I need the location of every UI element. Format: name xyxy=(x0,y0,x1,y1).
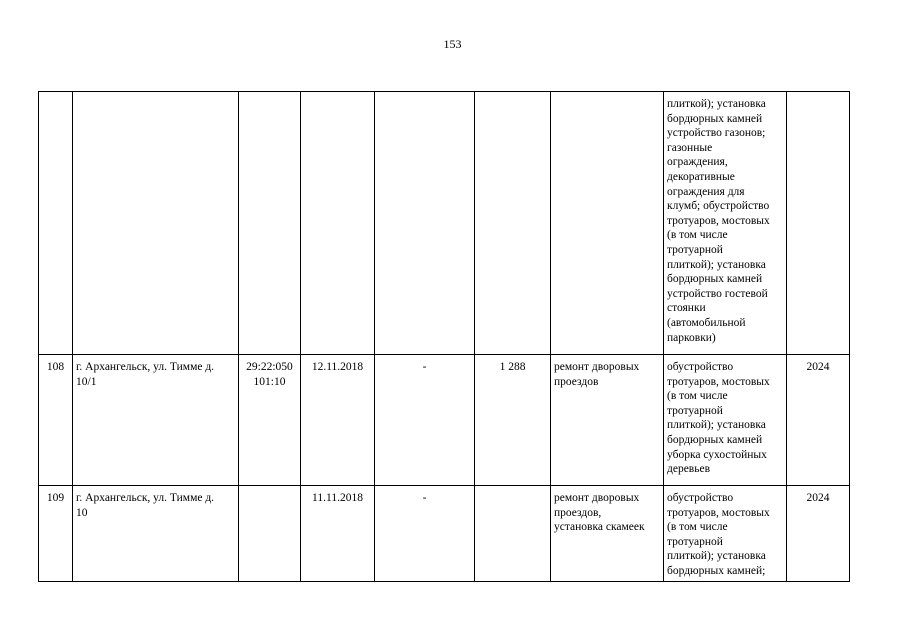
cadastral-number-cell: 29:22:050 101:10 xyxy=(239,355,301,486)
row-number-cell: 108 xyxy=(39,355,73,486)
table-row xyxy=(39,92,850,355)
work-type-cell: ремонт дворовых проездов xyxy=(551,355,664,486)
address-cell: г. Архангельск, ул. Тимме д. 10/1 xyxy=(73,355,239,486)
year-cell: 2024 xyxy=(787,355,850,486)
date-cell: 11.11.2018 xyxy=(301,486,375,582)
row-number-cell xyxy=(39,92,73,355)
area-cell xyxy=(475,92,551,355)
address-cell xyxy=(73,92,239,355)
row-number-cell: 109 xyxy=(39,486,73,582)
area-cell xyxy=(475,486,551,582)
date-cell: 12.11.2018 xyxy=(301,355,375,486)
dash-cell: - xyxy=(375,486,475,582)
work-details-cell: обустройство тротуаров, мостовых (в том числе тротуарной плиткой); установка бордюрных камней уборка сухостойных деревьев xyxy=(664,355,787,486)
work-details-cell: плиткой); установка бордюрных камней устройство газонов; газонные ограждения, декоративные ограждения для клумб; обустройство тротуаров, мостовых (в том числе тротуарной плиткой); установка бордюрных камней устройство гостевой стоянки (автомобильной парковки) xyxy=(664,92,787,355)
dash-cell xyxy=(375,92,475,355)
area-cell: 1 288 xyxy=(475,355,551,486)
work-details-cell: обустройство тротуаров, мостовых (в том числе тротуарной плиткой); установка бордюрных камней; xyxy=(664,486,787,582)
cadastral-number-cell xyxy=(239,92,301,355)
year-cell: 2024 xyxy=(787,486,850,582)
address-cell: г. Архангельск, ул. Тимме д. 10 xyxy=(73,486,239,582)
table-row xyxy=(39,355,850,486)
table-row xyxy=(39,486,850,582)
cadastral-number-cell xyxy=(239,486,301,582)
page-number: 153 xyxy=(443,37,462,51)
work-type-cell: ремонт дворовых проездов, установка скамеек xyxy=(551,486,664,582)
dash-cell: - xyxy=(375,355,475,486)
improvement-table xyxy=(38,91,850,582)
work-type-cell xyxy=(551,92,664,355)
date-cell xyxy=(301,92,375,355)
year-cell xyxy=(787,92,850,355)
